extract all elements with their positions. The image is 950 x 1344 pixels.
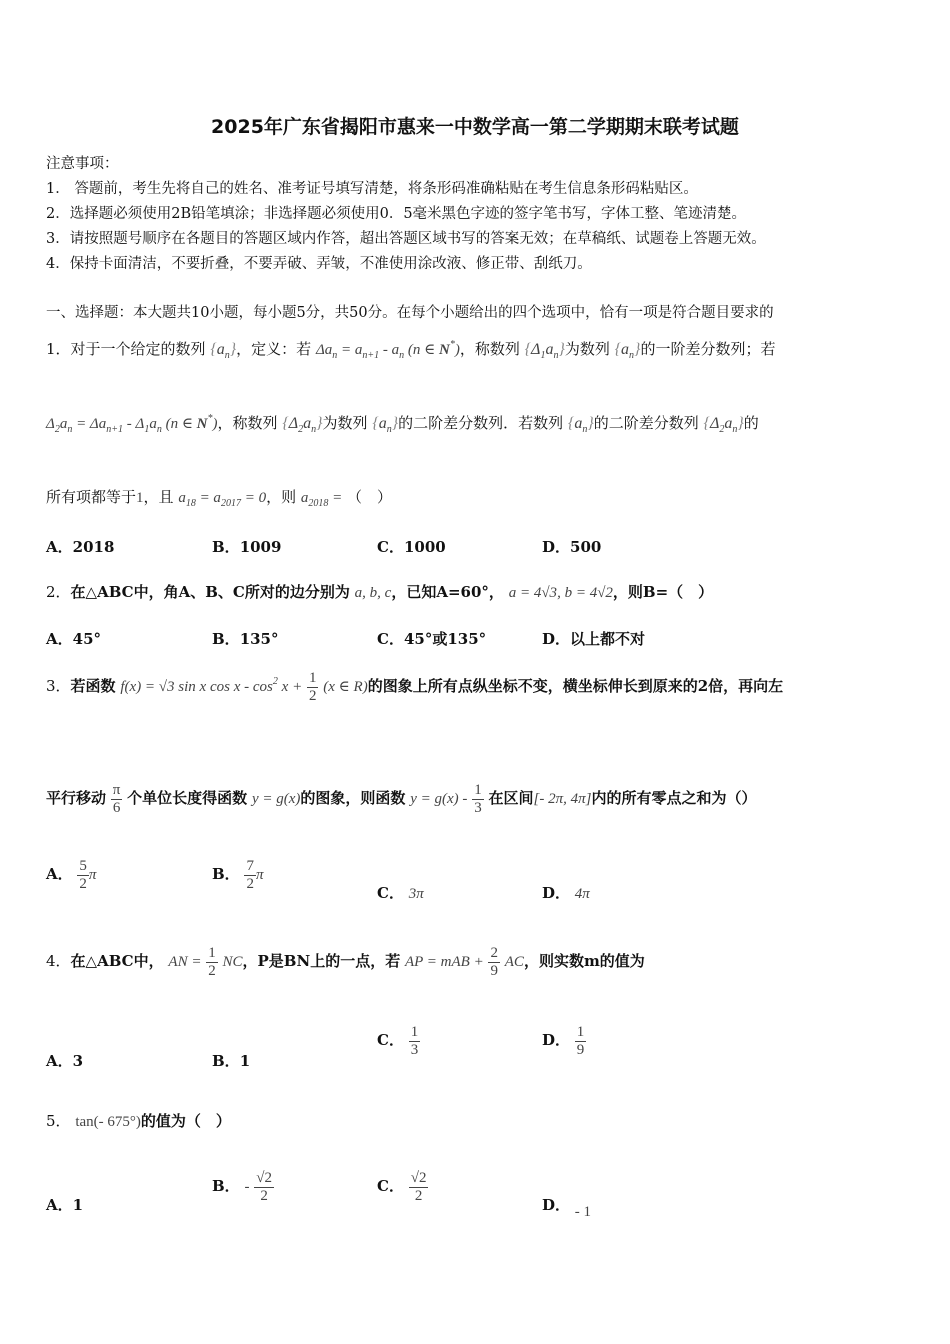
formula: [- 2π, 4π] <box>533 791 592 807</box>
option-c[interactable]: C．45°或135° <box>377 630 487 648</box>
fraction: $\frac{\pi}{6}$ <box>112 782 121 816</box>
formula: AN = <box>168 954 202 970</box>
option-b[interactable]: B．135° <box>212 630 279 648</box>
fraction: $\frac{1}{2}$ <box>308 670 317 704</box>
notice-heading: 注意事项： <box>46 156 119 172</box>
formula: $\Delta a_n = a_{n+1} - a_n$ (n ∈ N*) <box>315 339 460 361</box>
formula: AP = mAB + <box>404 954 484 970</box>
option-b[interactable]: B． $\frac{7}{2}$ π <box>212 858 264 892</box>
formula: $\{a_n\}$ <box>372 415 399 435</box>
option-c[interactable]: C． $\frac{1}{3}$ <box>377 1024 419 1058</box>
formula: y = g(x) - <box>410 791 468 807</box>
question-3-line-1: 3．若函数 f(x) = √3 sin x cos x - $\cos^2 x$ + $\frac{1}{2}$ (x ∈ R)的图象上所有点纵坐标不变，横坐标伸长到原来的2倍，再向左 <box>46 670 784 704</box>
option-b[interactable]: B． - $\frac{√2}{2}$ <box>212 1170 272 1204</box>
notice-item: 4．保持卡面清洁，不要折叠，不要弄破、弄皱，不准使用涂改液、修正带、刮纸刀。 <box>46 256 592 272</box>
option-a[interactable]: A． $\frac{5}{2}$ π <box>46 858 97 892</box>
question-1-line-3: 所有项都等于1，且 $a_{18} = a_{2017} = 0$，则 $a_{2018}$ = （ ） <box>46 488 393 509</box>
formula: $\{\Delta_1a_n\}$ <box>524 341 565 361</box>
formula: $\Delta_2a_n = \Delta a_{n+1} - \Delta_1a_n$ (n ∈ N*) <box>46 413 218 435</box>
formula: $\{a_n\}$ <box>567 415 594 435</box>
formula: a = 4√3, b = 4√2 <box>508 585 613 601</box>
formula: $\{a_n\}$ <box>210 341 237 361</box>
option-a[interactable]: A．45° <box>46 630 102 648</box>
formula: $\{\Delta_2a_n\}$ <box>703 415 744 435</box>
option-d[interactable]: D． $\frac{1}{9}$ <box>542 1024 585 1058</box>
formula: $a_{18} = a_{2017} = 0$ <box>178 490 267 509</box>
option-c[interactable]: C． $\frac{√2}{2}$ <box>377 1170 427 1204</box>
section-heading: 一、选择题：本大题共10小题，每小题5分，共50分。在每个小题给出的四个选项中，恰有一项是符合题目要求的 <box>46 305 774 321</box>
option-b[interactable]: B．1 <box>212 1052 251 1070</box>
notice-item: 1． 答题前，考生先将自己的姓名、准考证号填写清楚，将条形码准确粘贴在考生信息条形码粘贴区。 <box>46 181 698 197</box>
option-d[interactable]: D． 4π <box>542 884 590 902</box>
notice-item: 3．请按照题号顺序在各题目的答题区域内作答，超出答题区域书写的答案无效；在草稿纸、试题卷上答题无效。 <box>46 231 766 247</box>
question-1-line-2: $\Delta_2a_n = \Delta a_{n+1} - \Delta_1a_n$ (n ∈ N*)，称数列 $\{\Delta_2a_n\}$为数列 $\{a_n\}$的二阶差分数列．若数列 $\{a_n\}$的二阶差分数列 $\{\Delta_2a_n\}$的 <box>46 413 759 435</box>
formula: $a_{2018}$ = <box>300 490 343 509</box>
page-title: 2025年广东省揭阳市惠来一中数学高一第二学期期末联考试题 <box>211 116 739 138</box>
formula: f(x) = √3 sin x cos x - $\cos^2 x$ + <box>120 676 303 695</box>
question-1-line-1: 1．对于一个给定的数列 $\{a_n\}$，定义：若 $\Delta a_n = a_{n+1} - a_n$ (n ∈ N*)，称数列 $\{\Delta_1a_n\}$为数列 $\{a_n\}$的一阶差分数列；若 <box>46 339 776 361</box>
formula: $\{\Delta_2a_n\}$ <box>282 415 323 435</box>
question-2: 2．在△ABC中，角A、B、C所对的边分别为 a, b, c，已知A=60°， a = 4√3, b = 4√2，则B=（ ） <box>46 583 714 601</box>
option-b[interactable]: B．1009 <box>212 538 282 556</box>
question-4: 4．在△ABC中， AN = $\frac{1}{2}$ NC，P是BN上的一点，若 AP = mAB + $\frac{2}{9}$ AC，则实数m的值为 <box>46 945 645 979</box>
option-a[interactable]: A．3 <box>46 1052 84 1070</box>
option-d[interactable]: D．500 <box>542 538 602 556</box>
option-c[interactable]: C．1000 <box>377 538 446 556</box>
formula: tan(- 675°) <box>75 1114 141 1130</box>
formula: y = g(x) <box>251 791 301 807</box>
question-5: 5． tan(- 675°)的值为（ ） <box>46 1112 231 1130</box>
option-c[interactable]: C． 3π <box>377 884 424 902</box>
option-a[interactable]: A．2018 <box>46 538 115 556</box>
formula: $\{a_n\}$ <box>614 341 641 361</box>
option-d[interactable]: D．以上都不对 <box>542 630 646 648</box>
notice-item: 2．选择题必须使用2B铅笔填涂；非选择题必须使用0．5毫米黑色字迹的签字笔书写，字体工整、笔迹清楚。 <box>46 206 747 222</box>
option-d[interactable]: D． - 1 <box>542 1196 592 1220</box>
fraction: $\frac{1}{3}$ <box>474 782 482 816</box>
option-a[interactable]: A．1 <box>46 1196 84 1214</box>
question-3-line-2: 平行移动 $\frac{\pi}{6}$ 个单位长度得函数 y = g(x)的图象，则函数 y = g(x) - $\frac{1}{3}$ 在区间[- 2π, 4π]内的所有零点之和为（） <box>46 782 757 816</box>
question-number: 1． <box>46 340 71 358</box>
